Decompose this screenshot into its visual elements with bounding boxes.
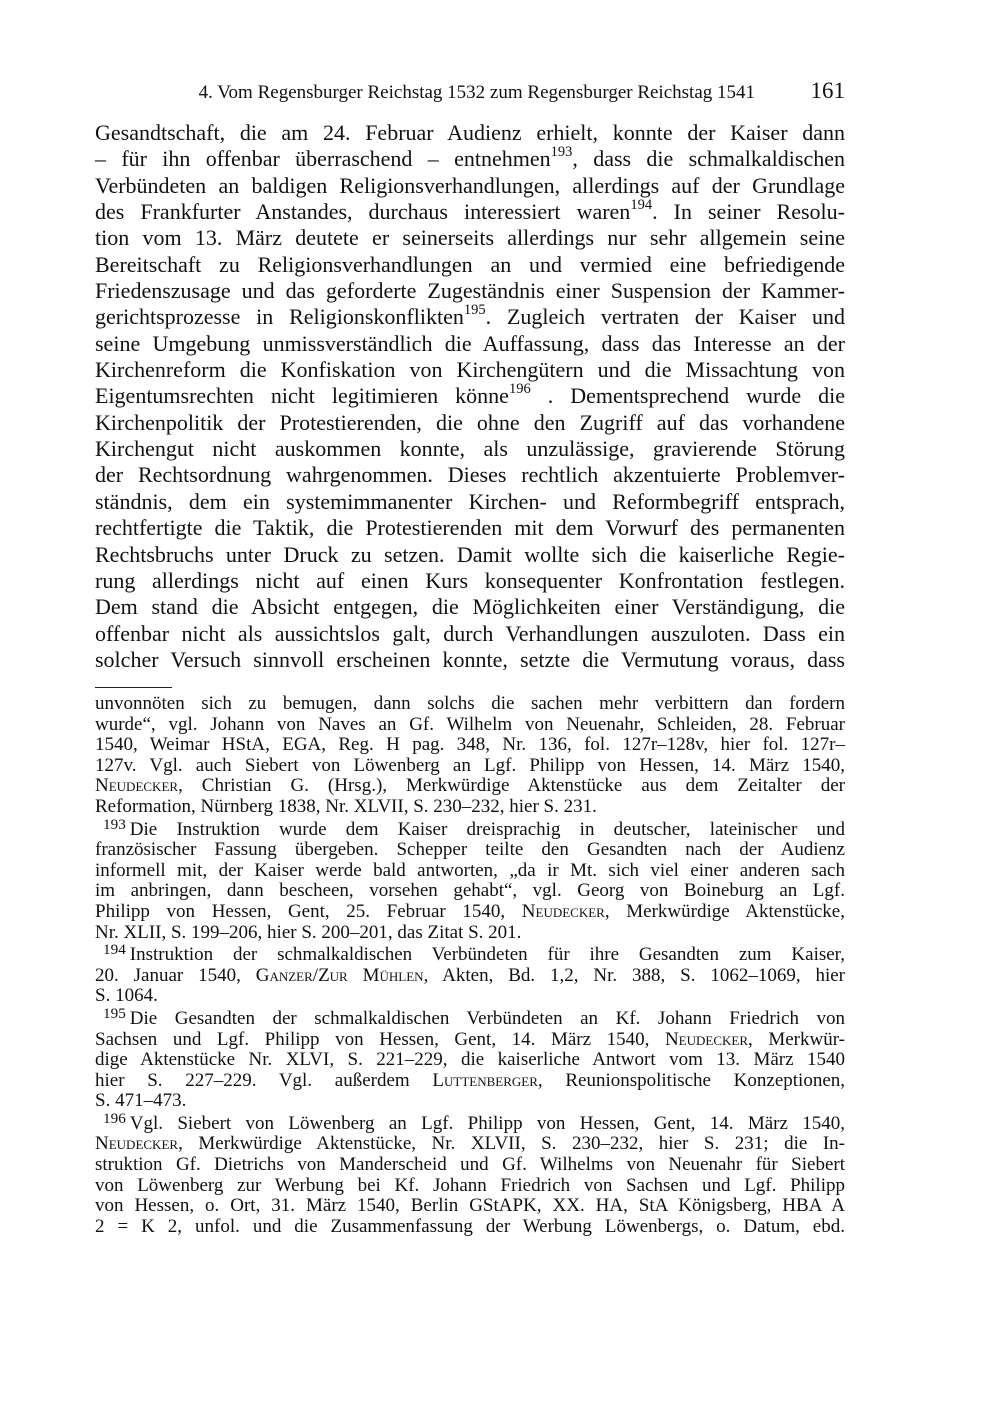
text-segment: französischer Fassung übergeben. Schepper teilte den Gesandten nach der Audienz [95, 839, 845, 861]
footnote-line [95, 1005, 845, 1030]
text-segment: Vgl. Siebert von Löwenberg an Lgf. Philipp von Hessen, Gent, 14. März 1540, [129, 1112, 845, 1134]
text-segment: 127v. Vgl. auch Siebert von Löwenberg an Lgf. Philipp von Hessen, 14. März 1540, [95, 754, 845, 776]
footnote-line [95, 1176, 845, 1197]
text-segment: . In seiner Resolu- [652, 199, 845, 225]
footnote-line [95, 986, 845, 1007]
text-segment: Die Instruktion wurde dem Kaiser dreisprachig in deutscher, lateinischer und [129, 818, 845, 840]
text-segment: Dem stand die Absicht entgegen, die Möglichkeiten einer Verständigung, die [95, 594, 845, 620]
text-segment: seine Umgebung unmissverständlich die Auffassung, dass das Interesse an der [95, 330, 845, 356]
running-header-title: 4. Vom Regensburger Reichstag 1532 zum Regensburger Reichstag 1541 [198, 82, 755, 103]
footnote-line [95, 756, 845, 777]
footnote-line [95, 1091, 845, 1112]
text-segment: , Akten, Bd. 1,2, Nr. 388, S. 1062–1069, hier [423, 964, 846, 986]
text-segment: , Reunionspolitische Konzeptionen, [537, 1069, 846, 1091]
footnote-number: 193 [103, 815, 126, 833]
footnote-line [95, 840, 845, 861]
text-line [95, 120, 845, 146]
footnote-line [95, 1030, 845, 1051]
footnote-reference: 194 [630, 196, 653, 213]
text-segment: Reformation, Nürnberg 1838, Nr. XLVII, S. 230–232, hier S. 231. [95, 795, 597, 817]
text-segment: Kirchenpolitik der Protestierenden, die ohne den Zugriff auf das vorhandene [95, 409, 845, 435]
text-segment: Instruktion der schmalkaldischen Verbündeten für ihre Gesandten zum Kaiser, [129, 944, 845, 966]
text-line [95, 380, 845, 409]
footnote-line [95, 966, 845, 987]
text-line [95, 410, 845, 436]
text-segment: rung allerdings nicht auf einen Kurs konsequenter Konfrontation festlegen. [95, 567, 845, 593]
footnote-line [95, 1134, 845, 1155]
text-segment: , Merkwürdige Aktenstücke, [604, 900, 845, 922]
text-line [95, 515, 845, 541]
text-segment: struktion Gf. Dietrichs von Manderscheid und Gf. Wilhelms von Neuenahr für Siebert [95, 1154, 845, 1176]
footnote-reference: 193 [550, 143, 573, 160]
text-segment: gerichtsprozesse in Religionskonflikten [95, 304, 464, 330]
text-line [95, 278, 845, 304]
text-line [95, 568, 845, 594]
text-segment: , Christian G. (Hrsg.), Merkwürdige Aktenstücke aus dem Zeitalter der [178, 775, 845, 797]
text-line [95, 196, 845, 225]
text-line [95, 143, 845, 172]
author-name: Neudecker [664, 1028, 749, 1050]
footnote-reference: 195 [463, 301, 486, 318]
text-line [95, 173, 845, 199]
text-segment: 1540, Weimar HStA, EGA, Reg. H pag. 348, Nr. 136, fol. 127r–128v, hier fol. 127r– [95, 734, 845, 756]
text-line [95, 301, 845, 330]
footnote-line [95, 1050, 845, 1071]
footnote-line [95, 861, 845, 882]
text-segment: , dass die schmalkaldischen [572, 146, 845, 172]
text-line [95, 542, 845, 568]
author-name: Luttenberger [432, 1069, 538, 1091]
text-segment: dige Aktenstücke Nr. XLVI, S. 221–229, die kaiserliche Antwort vom 13. März 1540 [95, 1049, 845, 1071]
author-name: Neudecker [95, 775, 179, 797]
footnotes [95, 694, 845, 1237]
page-number: 161 [810, 78, 845, 103]
footnote-line [95, 923, 845, 944]
text-segment: ständnis, dem ein systemimmanenter Kirchen- und Reformbegriff entsprach, [95, 488, 845, 514]
footnote-line [95, 1110, 845, 1135]
text-segment: Bereitschaft zu Religionsverhandlungen an und vermied eine befriedigende [95, 251, 845, 277]
text-line [95, 462, 845, 488]
text-segment: S. 1064. [95, 985, 158, 1007]
footnote-line [95, 881, 845, 902]
text-segment: rechtfertigte die Taktik, die Protestierenden mit dem Vorwurf des permanenten [95, 515, 845, 541]
text-segment: von Löwenberg zur Werbung bei Kf. Johann Friedrich von Sachsen und Lgf. Philipp [95, 1174, 845, 1196]
text-segment: wurde“, vgl. Johann von Naves an Gf. Wilhelm von Neuenahr, Schleiden, 28. Februar [95, 713, 845, 735]
text-segment: . Dementsprechend wurde die [530, 383, 845, 409]
running-header [95, 78, 845, 108]
text-segment: des Frankfurter Anstandes, durchaus interessiert waren [95, 199, 631, 225]
footnote-line [95, 941, 845, 966]
footnote-number: 195 [103, 1005, 126, 1023]
text-segment: , Merkwür- [748, 1028, 845, 1050]
text-segment: tion vom 13. März deutete er seinerseits allerdings nur sehr allgemein seine [95, 225, 845, 251]
text-line [95, 594, 845, 620]
footnote-line [95, 815, 845, 841]
text-segment: offenbar nicht als aussichtslos galt, durch Verhandlungen auszuloten. Dass ein [95, 620, 845, 646]
text-segment: Philipp von Hessen, Gent, 25. Februar 1540, [95, 900, 522, 922]
text-segment: Gesandtschaft, die am 24. Februar Audienz erhielt, konnte der Kaiser dann [95, 120, 845, 145]
text-segment: Nr. XLII, S. 199–206, hier S. 200–201, das Zitat S. 201. [95, 921, 522, 943]
text-segment: Kirchenreform die Konfiskation von Kirchengütern und die Missachtung von [95, 357, 845, 383]
footnote-line [95, 735, 845, 756]
text-segment: im anbringen, dann bescheen, vorsehen gehabt“, vgl. Georg von Boineburg an Lgf. [95, 880, 845, 902]
text-line [95, 252, 845, 278]
footnote-line [95, 776, 845, 797]
text-line [95, 436, 845, 462]
author-name: Ganzer/Zur Mühlen [255, 964, 424, 986]
text-segment: unvonnöten sich zu bemugen, dann solchs die sachen mehr verbittern dan fordern [95, 693, 845, 714]
footnote-line [95, 694, 845, 715]
footnote-number: 194 [103, 941, 126, 959]
text-segment: – für ihn offenbar überraschend – entnehmen [95, 146, 551, 172]
text-segment: von Hessen, o. Ort, 31. März 1540, Berlin GStAPK, XX. HA, StA Königsberg, HBA A [95, 1195, 845, 1217]
text-segment: Kirchengut nicht auskommen konnte, als unzulässige, gravierende Störung [95, 436, 845, 462]
text-segment: informell mit, der Kaiser werde bald antworten, „da ir Mt. sich viel einer anderen sach [95, 859, 845, 881]
text-segment: . Zugleich vertraten der Kaiser und [485, 304, 845, 330]
text-segment: Verbündeten an baldigen Religionsverhandlungen, allerdings auf der Grundlage [95, 172, 845, 198]
text-line [95, 331, 845, 357]
text-line [95, 357, 845, 383]
footnote-reference: 196 [508, 380, 531, 397]
text-segment: Die Gesandten der schmalkaldischen Verbündeten an Kf. Johann Friedrich von [129, 1007, 845, 1029]
text-segment: , Merkwürdige Aktenstücke, Nr. XLVII, S. 230–232, hier S. 231; die In- [178, 1133, 845, 1155]
text-segment: hier S. 227–229. Vgl. außerdem [95, 1069, 433, 1091]
text-segment: 20. Januar 1540, [95, 964, 256, 986]
text-line [95, 489, 845, 515]
text-segment: der Rechtsordnung wahrgenommen. Dieses rechtlich akzentuierte Problemver- [95, 462, 845, 488]
text-segment: 2 = K 2, unfol. und die Zusammenfassung der Werbung Löwenbergs, o. Datum, ebd. [95, 1215, 845, 1237]
footnote-line [95, 902, 845, 923]
text-segment: Friedenszusage und das geforderte Zugeständnis einer Suspension der Kammer- [95, 278, 845, 304]
footnote-line [95, 1155, 845, 1176]
footnote-line [95, 797, 845, 818]
author-name: Neudecker [521, 900, 605, 922]
text-line [95, 621, 845, 647]
text-line [95, 225, 845, 251]
footnote-separator [95, 687, 172, 688]
footnote-number: 196 [103, 1110, 126, 1128]
text-segment: Rechtsbruchs unter Druck zu setzen. Damit wollte sich die kaiserliche Regie- [95, 541, 845, 567]
text-segment: Sachsen und Lgf. Philipp von Hessen, Gent, 14. März 1540, [95, 1028, 665, 1050]
text-segment: solcher Versuch sinnvoll erscheinen konnte, setzte die Vermutung voraus, dass [95, 646, 845, 672]
text-line [95, 647, 845, 673]
text-segment: Eigentumsrechten nicht legitimieren könne [95, 383, 509, 409]
main-text [95, 120, 845, 673]
footnote-line [95, 1217, 845, 1238]
text-segment: S. 471–473. [95, 1090, 187, 1112]
author-name: Neudecker [95, 1133, 179, 1155]
footnote-line [95, 1071, 845, 1092]
footnote-line [95, 715, 845, 736]
footnote-line [95, 1196, 845, 1217]
